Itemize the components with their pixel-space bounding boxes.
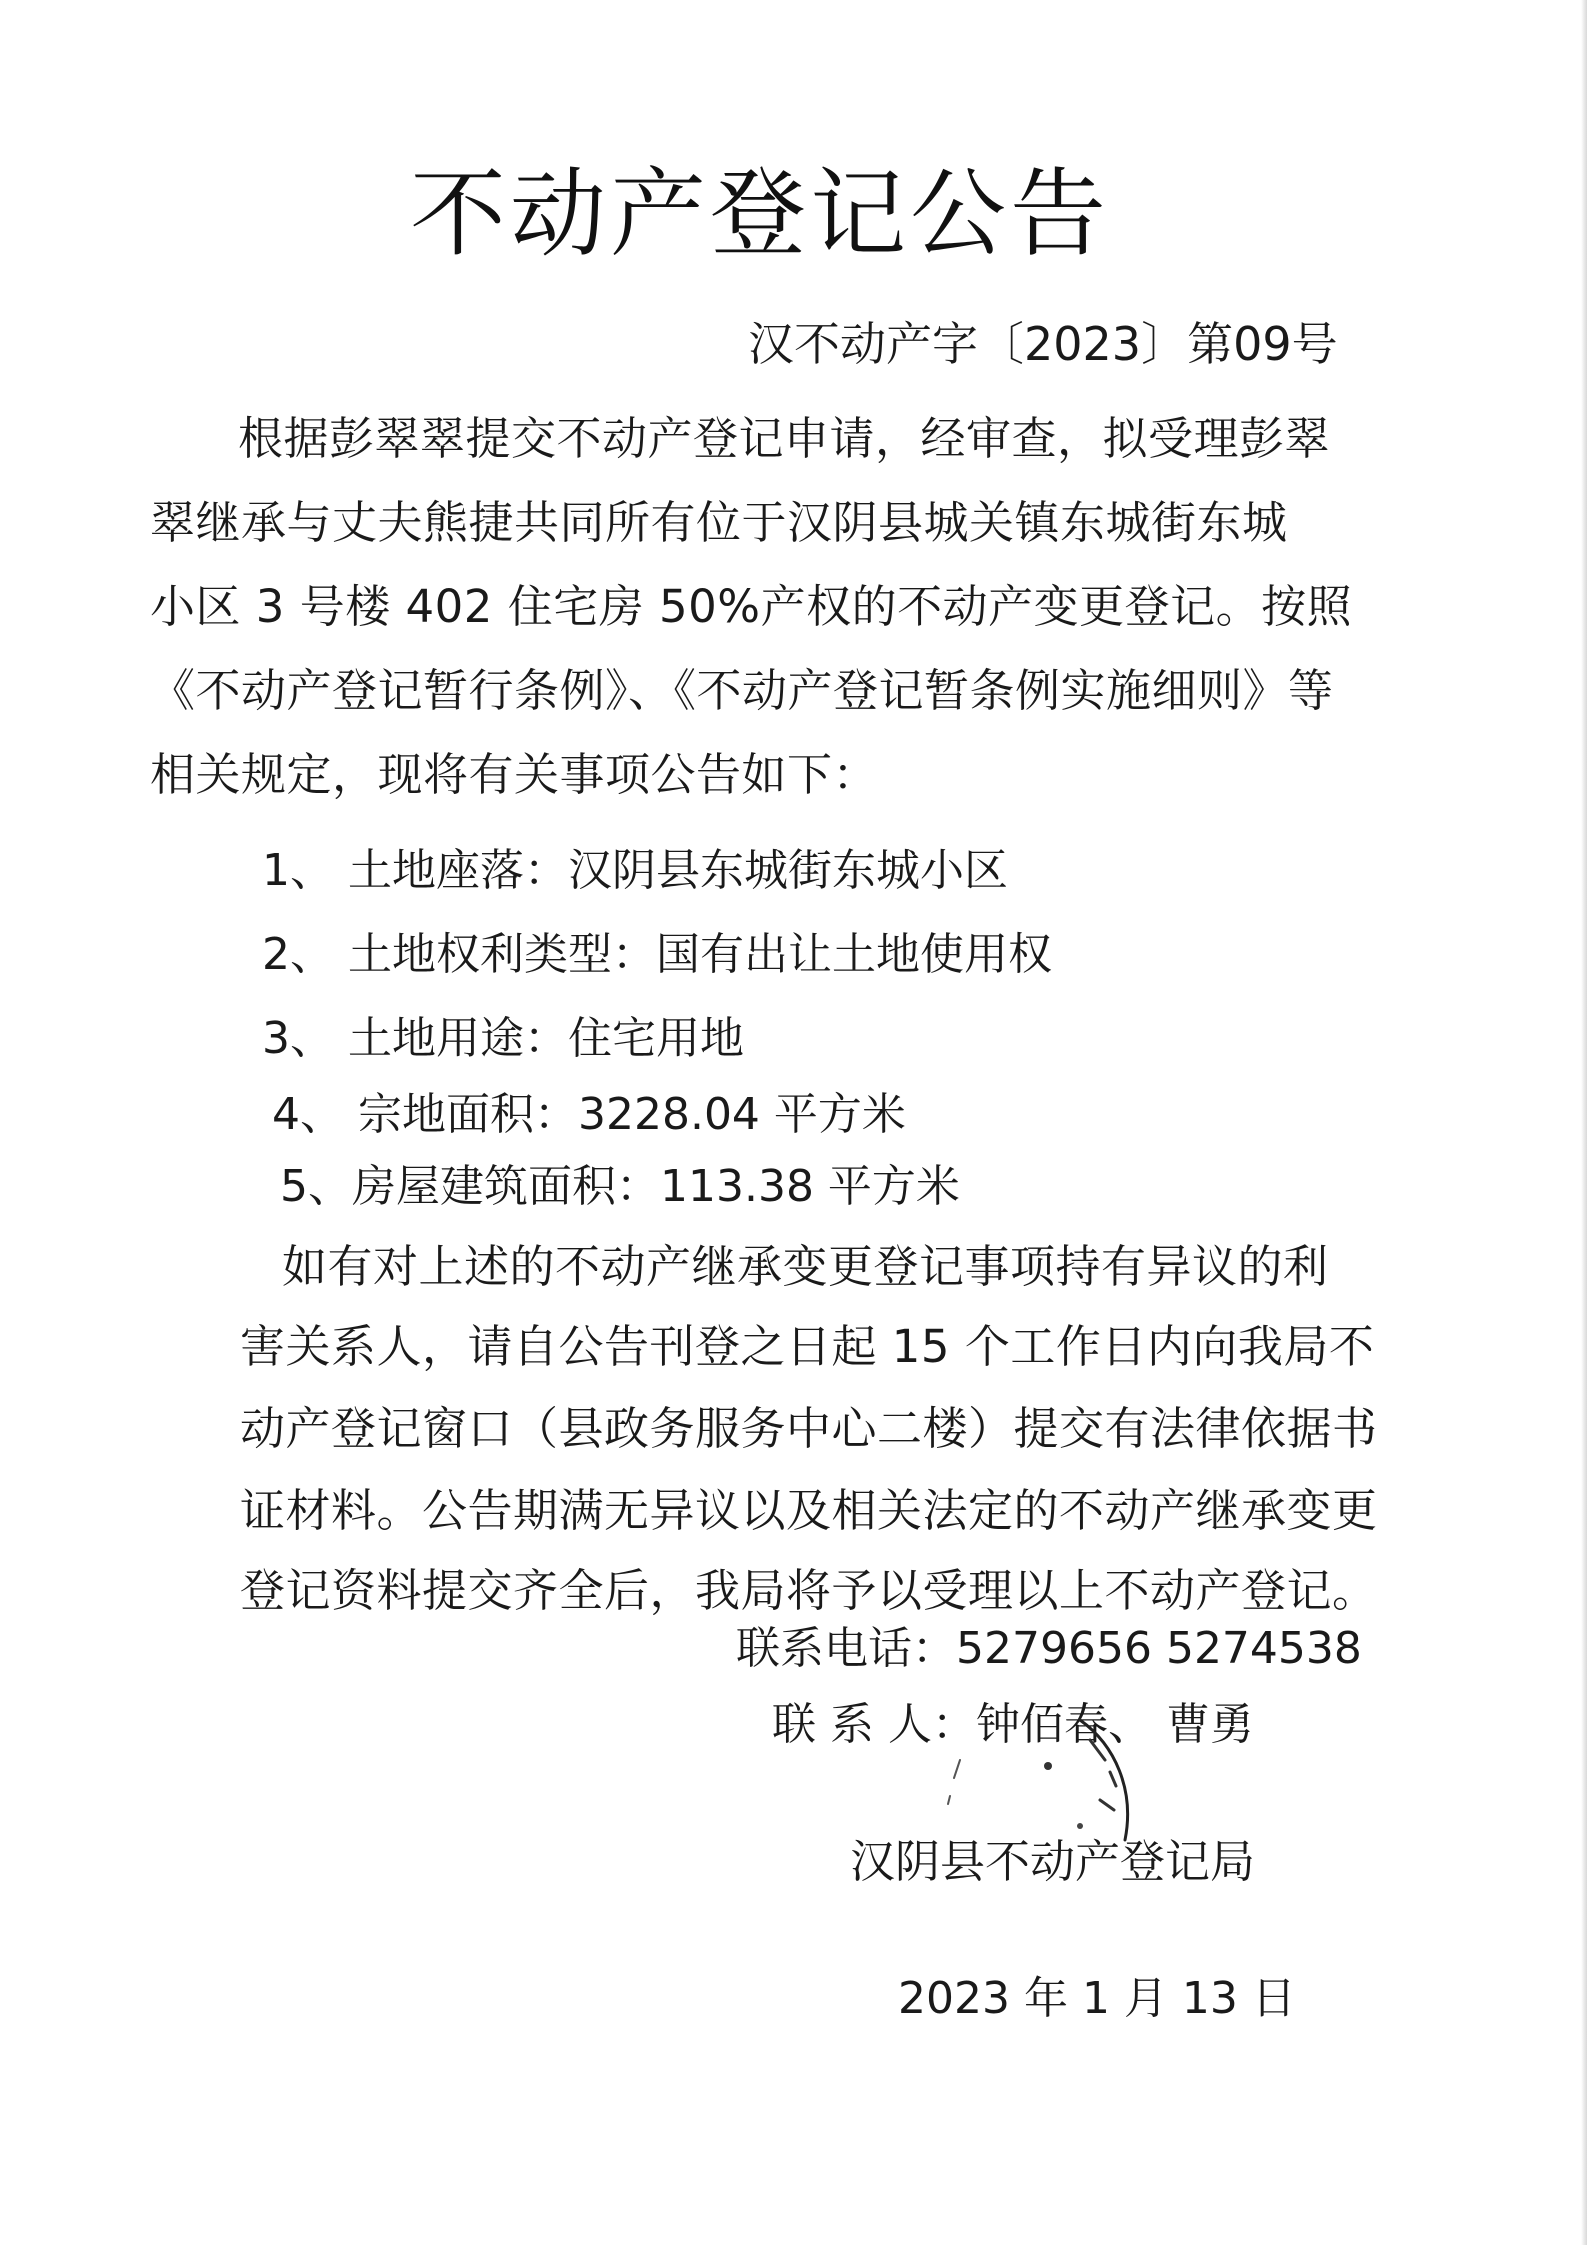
notice-date: 2023 年 1 月 13 日 (898, 1973, 1296, 2024)
seal-fragment (1090, 1740, 1116, 1810)
body-line: 相关规定，现将有关事项公告如下： (150, 748, 879, 801)
list-item: 3、 土地用途：住宅用地 (262, 1013, 744, 1064)
objection-line: 如有对上述的不动产继承变更登记事项持有异议的利 (282, 1240, 1329, 1293)
body-line: 小区 3 号楼 402 住宅房 50%产权的不动产变更登记。按照 (150, 580, 1353, 633)
list-item: 5、房屋建筑面积：113.38 平方米 (280, 1161, 960, 1212)
notice-title: 不动产登记公告 (410, 158, 1110, 270)
body-line: 《不动产登记暂行条例》、《不动产登记暂条例实施细则》等 (150, 664, 1334, 717)
list-item: 2、 土地权利类型：国有出让土地使用权 (262, 929, 1052, 980)
objection-line: 动产登记窗口（县政务服务中心二楼）提交有法律依据书 (240, 1402, 1378, 1455)
body-line: 根据彭翠翠提交不动产登记申请，经审查，拟受理彭翠 (238, 412, 1331, 465)
contact-phone: 联系电话：5279656 5274538 (736, 1623, 1362, 1674)
objection-line: 证材料。公告期满无异议以及相关法定的不动产继承变更 (240, 1484, 1378, 1537)
contact-person: 联 系 人：钟佰春、 曹勇 (772, 1699, 1254, 1750)
document-number: 汉不动产字〔2023〕第09号 (748, 317, 1338, 371)
seal-dot (1044, 1762, 1052, 1770)
seal-fragment (948, 1760, 960, 1804)
seal-arc (1080, 1720, 1128, 1840)
issuing-authority: 汉阴县不动产登记局 (850, 1835, 1256, 1888)
scan-edge (1581, 0, 1587, 2245)
objection-line: 登记资料提交齐全后，我局将予以受理以上不动产登记。 (240, 1564, 1378, 1617)
objection-line: 害关系人，请自公告刊登之日起 15 个工作日内向我局不 (240, 1320, 1375, 1373)
list-item: 4、 宗地面积：3228.04 平方米 (272, 1089, 906, 1140)
body-line: 翠继承与丈夫熊捷共同所有位于汉阴县城关镇东城街东城 (150, 496, 1288, 549)
list-item: 1、 土地座落：汉阴县东城街东城小区 (262, 845, 1008, 896)
